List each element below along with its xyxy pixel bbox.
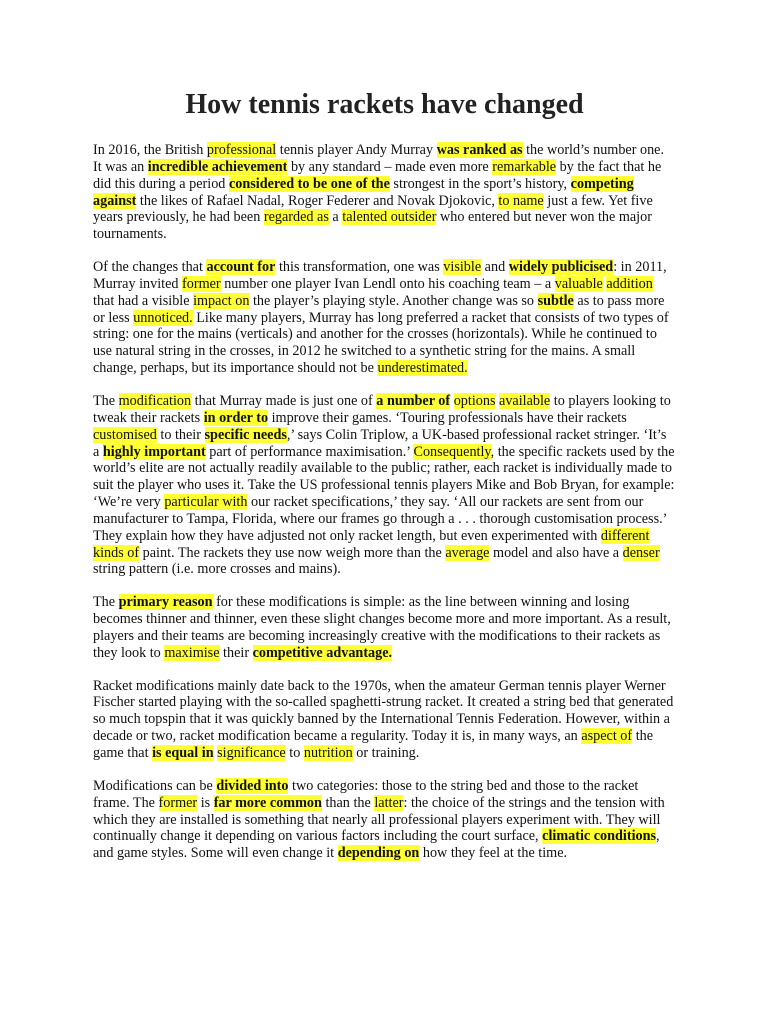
text-run: : the choice of the strings and the tension with which they are installed is something that nearly all professional players experiment with. They will continually change it depending on various factors including the court surface, [93,794,665,845]
highlighted-phrase: considered to be one of the [228,175,390,192]
highlighted-phrase: impact on [193,292,250,309]
highlighted-phrase: primary reason [118,594,213,611]
highlighted-phrase: incredible achievement [147,158,288,175]
highlighted-phrase: particular with [164,494,248,511]
text-run: this transformation, one was [275,259,444,276]
text-run: who entered but never won the major tournaments. [93,209,652,243]
text-run: Of the changes that [93,259,207,276]
highlighted-phrase: remarkable [492,158,557,175]
text-run: : in 2011, Murray invited [93,259,667,292]
highlighted-phrase: depending on [337,845,420,862]
highlighted-phrase: nutrition [303,745,353,761]
text-run: by any standard – made even more [287,158,493,175]
highlighted-phrase: in order to [203,409,269,426]
highlighted-phrase: denser [622,544,660,561]
paragraph-3 [93,393,676,578]
text-run: or training. [352,745,420,761]
paragraph-1 [93,142,676,243]
text-run: is [197,794,214,811]
highlighted-phrase: visible [443,259,482,276]
text-run: , the specific rackets used by the world’s elite are not actually readily available to the public; rather, each racket is individually made to suit the player who uses it. Take the US professional tennis players Mike and Bob Bryan, for example: ‘We’re very [93,443,675,511]
text-run: , and game styles. Some will even change it [93,828,660,862]
highlighted-phrase: far more common [213,794,322,811]
highlighted-phrase: unnoticed. [133,309,193,326]
highlighted-phrase: regarded as [263,209,329,226]
highlighted-phrase: to name [498,192,544,209]
highlighted-phrase: account for [206,259,276,276]
highlighted-phrase: modification [118,392,192,409]
highlighted-phrase: is equal in [152,745,214,761]
highlighted-phrase: valuable [554,275,603,292]
highlighted-phrase: former [182,275,221,292]
text-run: than the [321,794,375,811]
text-run: that had a visible [93,292,194,309]
text-run: tennis player Andy Murray [276,142,437,158]
text-run: string pattern (i.e. more crosses and mains). [93,561,341,578]
text-run: In 2016, the British [93,142,207,158]
highlighted-phrase: maximise [164,644,220,661]
highlighted-phrase: climatic conditions [542,828,657,845]
text-run: the player’s playing style. Another change was so [249,292,538,309]
highlighted-phrase: subtle [537,292,574,309]
paragraph-5 [93,678,676,762]
text-run: the world’s number one. It was an [93,142,665,175]
highlighted-phrase: customised [93,426,157,443]
text-run: our racket specifications,’ they say. ‘All our rackets are sent from our manufacturer to Tampa, Florida, where our frames go through a . . . thorough customisation process.’ They explain how they have adjusted not only racket length, but even experimented with [93,494,667,544]
text-run: Racket modifications mainly date back to the 1970s, when the amateur German tennis player Werner Fischer started playing with the so-called spaghetti-strung racket. It created a string bed that generated so much topspin that it was quickly banned by the International Tennis Federation. However, within a decade or two, racket modification became a regularity. Today it is, in many ways, an [93,677,674,745]
text-run: paint. The rackets they use now weigh more than the [139,544,446,561]
text-run: how they feel at the time. [419,845,568,862]
highlighted-phrase: former [158,794,198,811]
highlighted-phrase: addition [606,275,653,292]
text-run: Like many players, Murray has long preferred a racket that consists of two types of string: one for the mains (verticals) and another for the crosses (horizontals). While he continued to use natural string in the crosses, in 2012 he switched to a synthetic string for the mains. A small change, perhaps, but its importance should not be [93,309,669,377]
text-run: model and also have a [489,544,623,561]
text-run: part of performance maximisation.’ [205,443,414,460]
text-run: a [328,209,343,226]
text-run: by the fact that he did this during a period [93,158,662,192]
text-run: as to pass more or less [93,292,665,326]
highlighted-phrase: different kinds of [93,527,650,561]
highlighted-phrase: competing against [93,175,634,209]
text-run: that Murray made is just one of [191,392,377,409]
paragraph-2 [93,259,676,377]
highlighted-phrase: divided into [216,777,289,794]
text-run: for these modifications is simple: as the line between winning and losing becomes thinner and thinner, even these slight changes become more and more important. As a result, players and their teams are becoming increasingly creative with the modifications to their rackets as they look to [93,594,671,661]
document-title: How tennis rackets have changed [185,89,584,120]
highlighted-phrase: significance [217,745,286,761]
highlighted-phrase: Consequently [413,443,491,460]
highlighted-phrase: latter [374,794,404,811]
text-run: two categories: those to the string bed and those to the racket frame. The [93,777,639,811]
text-run: to their [156,426,205,443]
text-run: strongest in the sport’s history, [389,175,571,192]
text-run: Modifications can be [93,777,217,794]
paragraph-4 [93,594,676,661]
text-run: ,’ says Colin Triplow, a UK-based professional racket stringer. ‘It’s a [93,426,667,460]
text-run: their [219,644,253,661]
highlighted-phrase: aspect of [581,728,633,745]
text-run: The [93,594,119,611]
highlighted-phrase: options [453,392,496,409]
highlighted-phrase: competitive advantage. [252,644,393,661]
highlighted-phrase: available [499,392,551,409]
text-run: and [481,259,509,276]
highlighted-phrase: widely publicised [508,259,614,276]
text-run: number one player Ivan Lendl onto his coaching team – a [220,275,555,292]
text-run: to [285,745,304,761]
paragraph-6 [93,778,676,862]
highlighted-phrase: average [445,544,490,561]
document-body [93,142,676,862]
text-run: The [93,392,119,409]
highlighted-phrase: underestimated. [377,360,468,377]
highlighted-phrase: specific needs [204,426,287,443]
highlighted-phrase: was ranked as [436,142,523,158]
highlighted-phrase: professional [206,142,277,158]
highlighted-phrase: a number of [376,392,451,409]
text-run: to players looking to tweak their rackets [93,392,671,426]
text-run: the likes of Rafael Nadal, Roger Federer and Novak Djokovic, [136,192,499,209]
highlighted-phrase: talented outsider [342,209,437,226]
highlighted-phrase: highly important [102,443,206,460]
text-run: the game that [93,728,654,761]
text-run: just a few. Yet five years previously, he had been [93,192,653,226]
text-run: improve their games. ‘Touring professionals have their rackets [268,409,627,426]
